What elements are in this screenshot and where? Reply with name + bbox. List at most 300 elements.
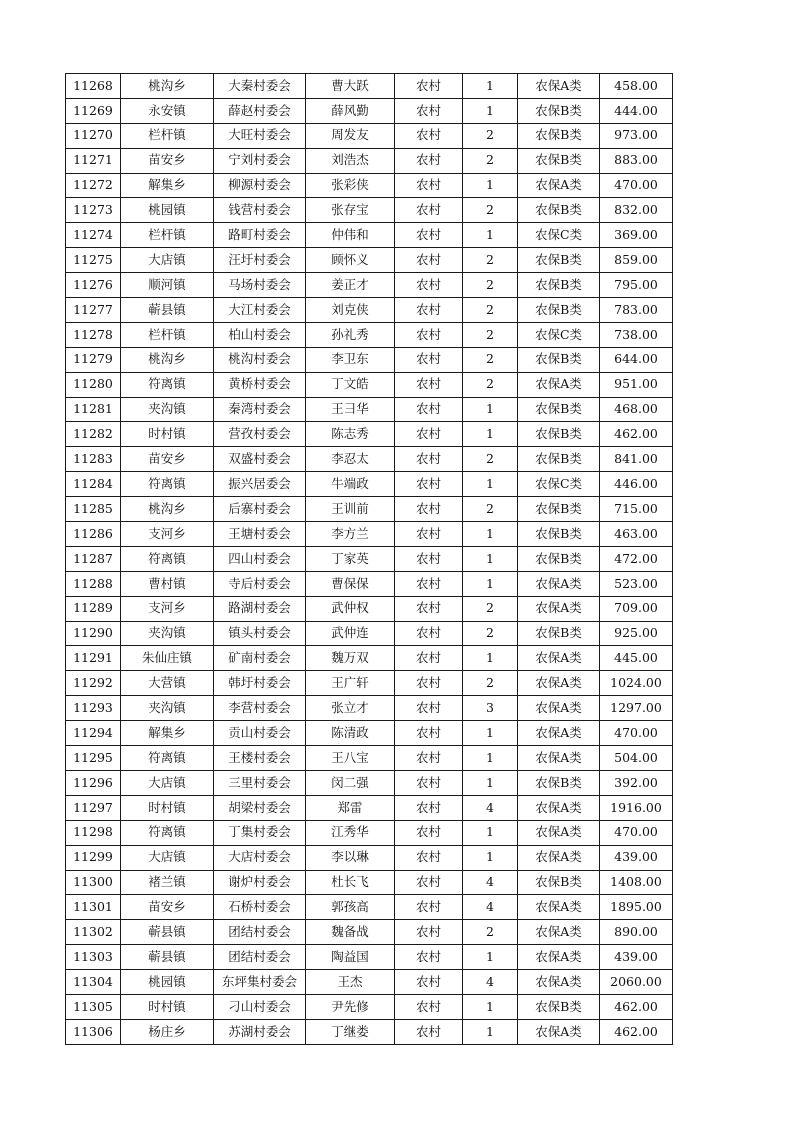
table-row	[66, 845, 673, 870]
cell-type: 农村	[395, 820, 463, 845]
cell-village: 双盛村委会	[214, 447, 306, 472]
cell-amount: 1297.00	[600, 696, 673, 721]
cell-type: 农村	[395, 223, 463, 248]
cell-type: 农村	[395, 372, 463, 397]
cell-amount: 444.00	[600, 98, 673, 123]
cell-category: 农保B类	[518, 298, 600, 323]
cell-id: 11306	[66, 1019, 121, 1044]
cell-town: 桃沟乡	[121, 497, 214, 522]
cell-town: 顺河镇	[121, 273, 214, 298]
cell-town: 蕲县镇	[121, 920, 214, 945]
cell-count: 1	[463, 746, 518, 771]
roster-body	[66, 74, 673, 1045]
cell-category: 农保B类	[518, 248, 600, 273]
cell-town: 栏杆镇	[121, 223, 214, 248]
cell-category: 农保C类	[518, 322, 600, 347]
cell-count: 1	[463, 646, 518, 671]
cell-id: 11292	[66, 671, 121, 696]
cell-town: 朱仙庄镇	[121, 646, 214, 671]
cell-count: 1	[463, 522, 518, 547]
cell-type: 农村	[395, 1019, 463, 1044]
cell-type: 农村	[395, 74, 463, 99]
cell-count: 2	[463, 148, 518, 173]
cell-amount: 445.00	[600, 646, 673, 671]
cell-type: 农村	[395, 546, 463, 571]
table-row	[66, 870, 673, 895]
cell-village: 石桥村委会	[214, 895, 306, 920]
table-row	[66, 970, 673, 995]
table-row	[66, 770, 673, 795]
cell-village: 团结村委会	[214, 945, 306, 970]
table-row	[66, 546, 673, 571]
cell-amount: 462.00	[600, 1019, 673, 1044]
cell-category: 农保B类	[518, 546, 600, 571]
cell-category: 农保B类	[518, 198, 600, 223]
cell-amount: 470.00	[600, 820, 673, 845]
cell-town: 大店镇	[121, 845, 214, 870]
cell-village: 三里村委会	[214, 770, 306, 795]
cell-amount: 783.00	[600, 298, 673, 323]
cell-id: 11268	[66, 74, 121, 99]
cell-amount: 644.00	[600, 347, 673, 372]
cell-count: 2	[463, 298, 518, 323]
cell-village: 大秦村委会	[214, 74, 306, 99]
cell-town: 苗安乡	[121, 895, 214, 920]
cell-type: 农村	[395, 795, 463, 820]
cell-id: 11275	[66, 248, 121, 273]
cell-town: 夹沟镇	[121, 696, 214, 721]
cell-type: 农村	[395, 422, 463, 447]
cell-category: 农保A类	[518, 571, 600, 596]
cell-amount: 1895.00	[600, 895, 673, 920]
cell-amount: 883.00	[600, 148, 673, 173]
cell-category: 农保A类	[518, 945, 600, 970]
cell-type: 农村	[395, 198, 463, 223]
cell-count: 1	[463, 98, 518, 123]
cell-id: 11276	[66, 273, 121, 298]
cell-type: 农村	[395, 746, 463, 771]
cell-count: 2	[463, 596, 518, 621]
cell-type: 农村	[395, 621, 463, 646]
cell-amount: 859.00	[600, 248, 673, 273]
cell-id: 11284	[66, 472, 121, 497]
cell-town: 永安镇	[121, 98, 214, 123]
cell-count: 1	[463, 223, 518, 248]
cell-amount: 709.00	[600, 596, 673, 621]
cell-amount: 523.00	[600, 571, 673, 596]
cell-type: 农村	[395, 447, 463, 472]
cell-name: 李卫东	[306, 347, 395, 372]
cell-category: 农保A类	[518, 895, 600, 920]
cell-amount: 472.00	[600, 546, 673, 571]
cell-type: 农村	[395, 123, 463, 148]
cell-name: 丁家英	[306, 546, 395, 571]
cell-type: 农村	[395, 571, 463, 596]
cell-amount: 973.00	[600, 123, 673, 148]
cell-amount: 1024.00	[600, 671, 673, 696]
table-row	[66, 1019, 673, 1044]
cell-category: 农保B类	[518, 123, 600, 148]
table-row	[66, 447, 673, 472]
cell-town: 苗安乡	[121, 148, 214, 173]
table-row	[66, 721, 673, 746]
cell-village: 柳源村委会	[214, 173, 306, 198]
cell-count: 2	[463, 248, 518, 273]
cell-id: 11296	[66, 770, 121, 795]
cell-type: 农村	[395, 173, 463, 198]
cell-count: 1	[463, 820, 518, 845]
cell-town: 桃沟乡	[121, 74, 214, 99]
cell-count: 1	[463, 945, 518, 970]
cell-id: 11295	[66, 746, 121, 771]
cell-count: 1	[463, 173, 518, 198]
table-row	[66, 397, 673, 422]
cell-village: 王楼村委会	[214, 746, 306, 771]
cell-amount: 439.00	[600, 845, 673, 870]
cell-amount: 470.00	[600, 173, 673, 198]
cell-amount: 446.00	[600, 472, 673, 497]
cell-amount: 468.00	[600, 397, 673, 422]
cell-name: 张彩侠	[306, 173, 395, 198]
cell-count: 2	[463, 621, 518, 646]
cell-id: 11290	[66, 621, 121, 646]
cell-id: 11288	[66, 571, 121, 596]
cell-village: 营孜村委会	[214, 422, 306, 447]
cell-amount: 369.00	[600, 223, 673, 248]
cell-count: 2	[463, 347, 518, 372]
cell-count: 2	[463, 123, 518, 148]
table-row	[66, 148, 673, 173]
cell-name: 江秀华	[306, 820, 395, 845]
cell-amount: 715.00	[600, 497, 673, 522]
cell-town: 栏杆镇	[121, 322, 214, 347]
cell-name: 武仲权	[306, 596, 395, 621]
cell-category: 农保A类	[518, 696, 600, 721]
cell-amount: 1408.00	[600, 870, 673, 895]
cell-town: 蕲县镇	[121, 298, 214, 323]
cell-id: 11291	[66, 646, 121, 671]
cell-village: 苏湖村委会	[214, 1019, 306, 1044]
cell-village: 钱营村委会	[214, 198, 306, 223]
cell-amount: 951.00	[600, 372, 673, 397]
cell-name: 牛端政	[306, 472, 395, 497]
table-row	[66, 248, 673, 273]
cell-id: 11305	[66, 994, 121, 1019]
cell-name: 魏备战	[306, 920, 395, 945]
cell-count: 1	[463, 1019, 518, 1044]
cell-count: 2	[463, 322, 518, 347]
cell-category: 农保C类	[518, 472, 600, 497]
cell-village: 刁山村委会	[214, 994, 306, 1019]
cell-id: 11270	[66, 123, 121, 148]
cell-id: 11285	[66, 497, 121, 522]
cell-town: 大店镇	[121, 248, 214, 273]
cell-id: 11282	[66, 422, 121, 447]
cell-category: 农保A类	[518, 596, 600, 621]
cell-name: 闵二强	[306, 770, 395, 795]
table-row	[66, 746, 673, 771]
cell-type: 农村	[395, 945, 463, 970]
cell-town: 大营镇	[121, 671, 214, 696]
cell-name: 郭孩高	[306, 895, 395, 920]
cell-village: 矿南村委会	[214, 646, 306, 671]
cell-type: 农村	[395, 322, 463, 347]
cell-name: 顾怀义	[306, 248, 395, 273]
cell-id: 11280	[66, 372, 121, 397]
table-row	[66, 596, 673, 621]
cell-category: 农保A类	[518, 1019, 600, 1044]
cell-name: 李以琳	[306, 845, 395, 870]
cell-town: 符离镇	[121, 372, 214, 397]
table-row	[66, 522, 673, 547]
cell-count: 3	[463, 696, 518, 721]
cell-amount: 795.00	[600, 273, 673, 298]
cell-village: 团结村委会	[214, 920, 306, 945]
cell-type: 农村	[395, 721, 463, 746]
cell-id: 11271	[66, 148, 121, 173]
cell-town: 时村镇	[121, 994, 214, 1019]
cell-type: 农村	[395, 646, 463, 671]
table-row	[66, 671, 673, 696]
cell-name: 曹保保	[306, 571, 395, 596]
cell-type: 农村	[395, 770, 463, 795]
cell-type: 农村	[395, 397, 463, 422]
cell-amount: 738.00	[600, 322, 673, 347]
cell-village: 贡山村委会	[214, 721, 306, 746]
cell-count: 2	[463, 273, 518, 298]
cell-town: 桃园镇	[121, 970, 214, 995]
cell-town: 杨庄乡	[121, 1019, 214, 1044]
cell-amount: 890.00	[600, 920, 673, 945]
cell-amount: 463.00	[600, 522, 673, 547]
cell-village: 丁集村委会	[214, 820, 306, 845]
cell-amount: 841.00	[600, 447, 673, 472]
cell-town: 符离镇	[121, 546, 214, 571]
cell-category: 农保A类	[518, 920, 600, 945]
table-row	[66, 497, 673, 522]
table-row	[66, 347, 673, 372]
cell-village: 后寨村委会	[214, 497, 306, 522]
cell-count: 1	[463, 397, 518, 422]
cell-village: 大江村委会	[214, 298, 306, 323]
cell-name: 王广轩	[306, 671, 395, 696]
cell-name: 陈清政	[306, 721, 395, 746]
cell-name: 丁文皓	[306, 372, 395, 397]
cell-type: 农村	[395, 671, 463, 696]
cell-type: 农村	[395, 497, 463, 522]
cell-town: 桃沟乡	[121, 347, 214, 372]
cell-amount: 439.00	[600, 945, 673, 970]
cell-count: 2	[463, 671, 518, 696]
cell-town: 符离镇	[121, 472, 214, 497]
cell-town: 苗安乡	[121, 447, 214, 472]
cell-amount: 504.00	[600, 746, 673, 771]
cell-name: 曹大跃	[306, 74, 395, 99]
table-row	[66, 795, 673, 820]
cell-count: 2	[463, 920, 518, 945]
cell-name: 郑雷	[306, 795, 395, 820]
cell-name: 王训前	[306, 497, 395, 522]
table-row	[66, 646, 673, 671]
cell-type: 农村	[395, 248, 463, 273]
cell-town: 解集乡	[121, 173, 214, 198]
cell-id: 11300	[66, 870, 121, 895]
cell-town: 曹村镇	[121, 571, 214, 596]
cell-town: 符离镇	[121, 746, 214, 771]
cell-id: 11274	[66, 223, 121, 248]
cell-id: 11272	[66, 173, 121, 198]
cell-category: 农保C类	[518, 223, 600, 248]
cell-category: 农保A类	[518, 74, 600, 99]
cell-village: 宁刘村委会	[214, 148, 306, 173]
cell-type: 农村	[395, 895, 463, 920]
cell-name: 陈志秀	[306, 422, 395, 447]
cell-category: 农保B类	[518, 870, 600, 895]
cell-amount: 2060.00	[600, 970, 673, 995]
cell-type: 农村	[395, 273, 463, 298]
cell-count: 4	[463, 795, 518, 820]
table-row	[66, 945, 673, 970]
cell-village: 路湖村委会	[214, 596, 306, 621]
table-row	[66, 322, 673, 347]
cell-category: 农保B类	[518, 994, 600, 1019]
cell-name: 薛风勤	[306, 98, 395, 123]
cell-category: 农保A类	[518, 372, 600, 397]
cell-amount: 470.00	[600, 721, 673, 746]
cell-name: 李方兰	[306, 522, 395, 547]
cell-id: 11297	[66, 795, 121, 820]
cell-category: 农保A类	[518, 646, 600, 671]
cell-town: 符离镇	[121, 820, 214, 845]
cell-category: 农保B类	[518, 273, 600, 298]
cell-category: 农保B类	[518, 148, 600, 173]
table-row	[66, 123, 673, 148]
cell-type: 农村	[395, 970, 463, 995]
cell-category: 农保B类	[518, 98, 600, 123]
cell-village: 韩圩村委会	[214, 671, 306, 696]
cell-name: 王八宝	[306, 746, 395, 771]
cell-name: 张立才	[306, 696, 395, 721]
cell-id: 11294	[66, 721, 121, 746]
table-row	[66, 98, 673, 123]
cell-type: 农村	[395, 696, 463, 721]
cell-village: 秦湾村委会	[214, 397, 306, 422]
cell-type: 农村	[395, 845, 463, 870]
cell-count: 2	[463, 372, 518, 397]
cell-category: 农保B类	[518, 347, 600, 372]
cell-category: 农保A类	[518, 746, 600, 771]
cell-count: 2	[463, 198, 518, 223]
cell-town: 夹沟镇	[121, 397, 214, 422]
cell-village: 东坪集村委会	[214, 970, 306, 995]
cell-amount: 458.00	[600, 74, 673, 99]
cell-type: 农村	[395, 98, 463, 123]
cell-village: 黄桥村委会	[214, 372, 306, 397]
cell-id: 11304	[66, 970, 121, 995]
cell-town: 解集乡	[121, 721, 214, 746]
table-row	[66, 223, 673, 248]
cell-count: 1	[463, 845, 518, 870]
cell-village: 胡梁村委会	[214, 795, 306, 820]
table-row	[66, 621, 673, 646]
cell-village: 大旺村委会	[214, 123, 306, 148]
cell-amount: 392.00	[600, 770, 673, 795]
cell-category: 农保A类	[518, 721, 600, 746]
table-row	[66, 994, 673, 1019]
cell-category: 农保B类	[518, 770, 600, 795]
cell-id: 11286	[66, 522, 121, 547]
cell-id: 11278	[66, 322, 121, 347]
table-row	[66, 198, 673, 223]
roster-table	[65, 73, 673, 1045]
cell-village: 李营村委会	[214, 696, 306, 721]
cell-amount: 462.00	[600, 422, 673, 447]
cell-type: 农村	[395, 596, 463, 621]
cell-type: 农村	[395, 870, 463, 895]
cell-id: 11273	[66, 198, 121, 223]
cell-name: 仲伟和	[306, 223, 395, 248]
cell-category: 农保A类	[518, 820, 600, 845]
cell-village: 薛赵村委会	[214, 98, 306, 123]
cell-type: 农村	[395, 522, 463, 547]
cell-count: 1	[463, 472, 518, 497]
cell-id: 11287	[66, 546, 121, 571]
cell-id: 11293	[66, 696, 121, 721]
table-row	[66, 298, 673, 323]
cell-town: 支河乡	[121, 522, 214, 547]
table-row	[66, 422, 673, 447]
cell-category: 农保A类	[518, 845, 600, 870]
cell-id: 11299	[66, 845, 121, 870]
cell-village: 四山村委会	[214, 546, 306, 571]
cell-category: 农保A类	[518, 795, 600, 820]
cell-village: 镇头村委会	[214, 621, 306, 646]
cell-category: 农保B类	[518, 447, 600, 472]
cell-category: 农保B类	[518, 522, 600, 547]
cell-name: 王彐华	[306, 397, 395, 422]
cell-count: 2	[463, 447, 518, 472]
cell-amount: 462.00	[600, 994, 673, 1019]
cell-village: 王塘村委会	[214, 522, 306, 547]
table-row	[66, 273, 673, 298]
cell-town: 栏杆镇	[121, 123, 214, 148]
cell-name: 魏万双	[306, 646, 395, 671]
cell-category: 农保B类	[518, 621, 600, 646]
cell-category: 农保A类	[518, 173, 600, 198]
cell-town: 桃园镇	[121, 198, 214, 223]
cell-name: 周发友	[306, 123, 395, 148]
table-row	[66, 571, 673, 596]
cell-count: 1	[463, 571, 518, 596]
cell-id: 11283	[66, 447, 121, 472]
table-row	[66, 372, 673, 397]
cell-name: 张存宝	[306, 198, 395, 223]
cell-count: 1	[463, 994, 518, 1019]
cell-type: 农村	[395, 148, 463, 173]
cell-amount: 832.00	[600, 198, 673, 223]
cell-town: 时村镇	[121, 795, 214, 820]
cell-name: 刘浩杰	[306, 148, 395, 173]
cell-count: 4	[463, 870, 518, 895]
cell-amount: 1916.00	[600, 795, 673, 820]
cell-town: 支河乡	[121, 596, 214, 621]
cell-village: 汪圩村委会	[214, 248, 306, 273]
cell-id: 11289	[66, 596, 121, 621]
cell-category: 农保B类	[518, 397, 600, 422]
cell-category: 农保B类	[518, 422, 600, 447]
cell-village: 振兴居委会	[214, 472, 306, 497]
cell-count: 1	[463, 721, 518, 746]
